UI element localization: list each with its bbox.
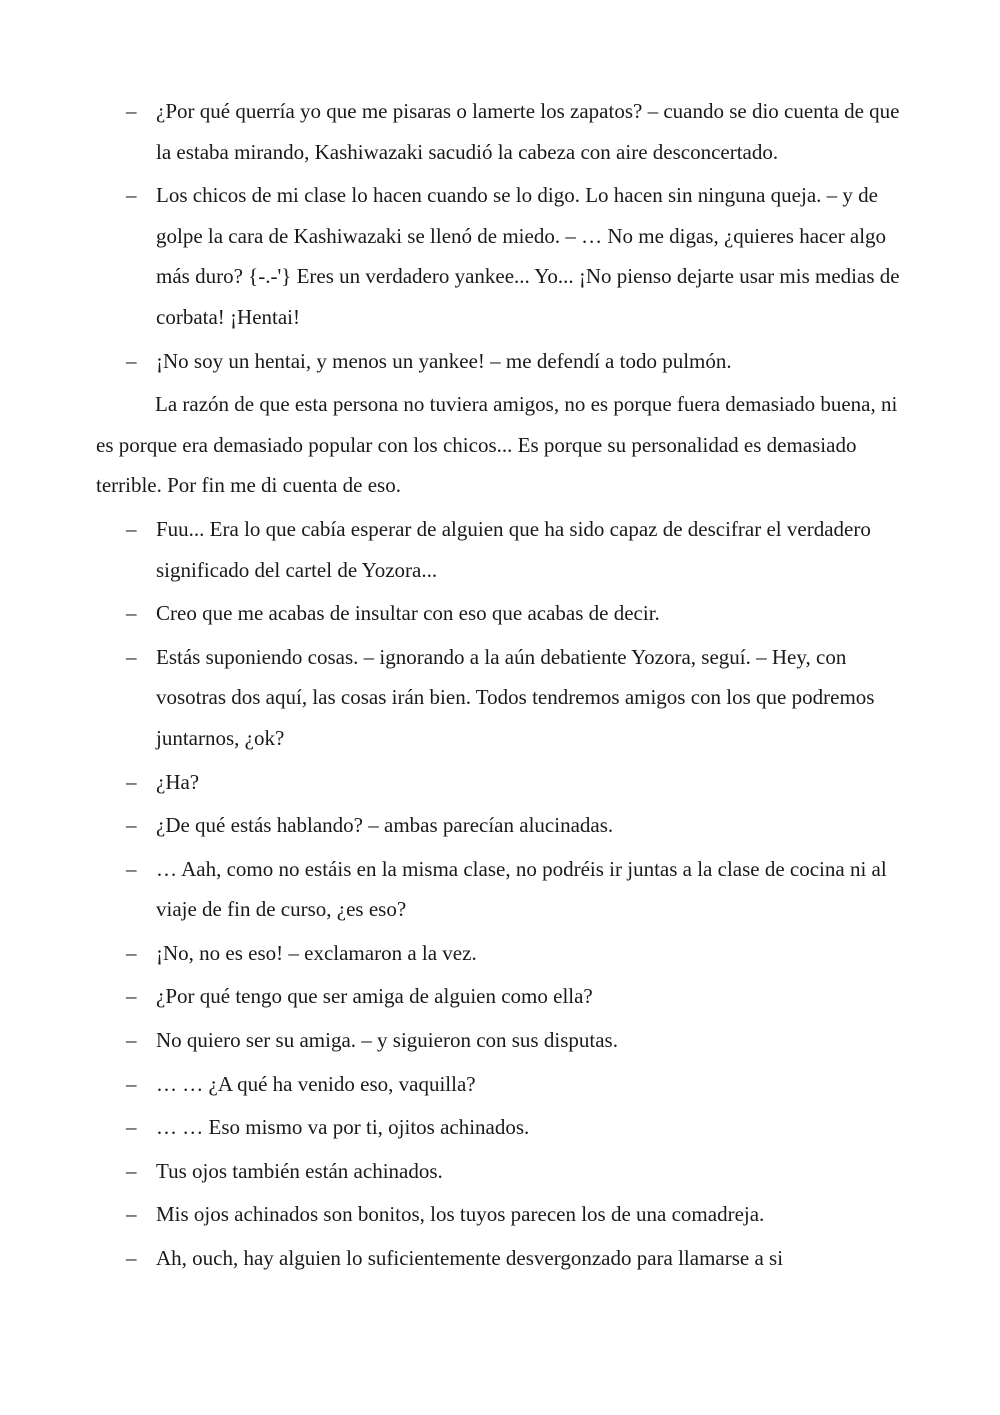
dialogue-line (96, 805, 904, 846)
dialogue-line (96, 593, 904, 634)
dialogue-text: ¿Por qué tengo que ser amiga de alguien como ella? (156, 984, 593, 1009)
dialogue-text: Ah, ouch, hay alguien lo suficientemente desvergonzado para llamarse a si (156, 1246, 784, 1271)
dialogue-text: ¿Por qué querría yo que me pisaras o lamerte los zapatos? – cuando se dio cuenta de que la estaba mirando, Kashiwazaki sacudió la cabeza con aire desconcertado. (156, 99, 900, 164)
dialogue-dash: – (126, 856, 137, 881)
dialogue-dash: – (126, 99, 137, 123)
dialogue-dash: – (126, 1028, 137, 1053)
dialogue-text: Los chicos de mi clase lo hacen cuando se lo digo. Lo hacen sin ninguna queja. – y de golpe la cara de Kashiwazaki se llenó de miedo. – … No me digas, ¿quieres hacer algo más duro? {-.-'} Eres un verdadero yankee... Yo... ¡No pienso dejarte usar mis medias de corbata! ¡Hentai! (156, 183, 900, 329)
dialogue-line (96, 1238, 904, 1279)
dialogue-dash: – (126, 1158, 137, 1183)
dialogue-dash: – (126, 348, 137, 373)
dialogue-text: … … ¿A qué ha venido eso, vaquilla? (156, 1071, 476, 1096)
dialogue-text: Tus ojos también están achinados. (156, 1158, 443, 1183)
dialogue-text: ¡No soy un hentai, y menos un yankee! – me defendí a todo pulmón. (156, 348, 732, 373)
dialogue-text: Estás suponiendo cosas. – ignorando a la aún debatiente Yozora, seguí. – Hey, con vosotras dos aquí, las cosas irán bien. Todos tendremos amigos con los que podremos juntarnos, ¿ok? (156, 644, 875, 750)
dialogue-text: Creo que me acabas de insultar con eso que acabas de decir. (156, 601, 660, 626)
dialogue-dash: – (126, 601, 137, 626)
dialogue-line (96, 91, 904, 172)
narration-paragraph: La razón de que esta persona no tuviera amigos, no es porque fuera demasiado buena, ni es porque era demasiado popular con los chicos... Es porque su personalidad es demasiado terrible. Por fin me di cuenta de eso. (96, 392, 898, 498)
dialogue-line (96, 341, 904, 382)
dialogue-text: ¿Ha? (156, 769, 200, 794)
dialogue-text: No quiero ser su amiga. – y siguieron con sus disputas. (156, 1028, 618, 1053)
dialogue-dash: – (126, 183, 137, 208)
dialogue-line (96, 1194, 904, 1235)
dialogue-dash: – (126, 1071, 137, 1096)
dialogue-dash: – (126, 769, 137, 794)
dialogue-text: Fuu... Era lo que cabía esperar de alguien que ha sido capaz de descifrar el verdadero significado del cartel de Yozora... (156, 516, 871, 582)
dialogue-line (96, 509, 904, 590)
dialogue-dash: – (126, 644, 137, 669)
dialogue-line (96, 976, 904, 1017)
dialogue-dash: – (126, 1246, 137, 1271)
dialogue-text: … Aah, como no estáis en la misma clase, no podréis ir juntas a la clase de cocina ni al viaje de fin de curso, ¿es eso? (156, 856, 887, 922)
dialogue-dash: – (126, 813, 137, 838)
dialogue-dash: – (126, 1115, 137, 1140)
dialogue-text: ¿De qué estás hablando? – ambas parecían alucinadas. (156, 813, 614, 838)
dialogue-dash: – (126, 940, 137, 965)
dialogue-line (96, 175, 904, 337)
dialogue-text: ¡No, no es eso! – exclamaron a la vez. (156, 940, 477, 965)
dialogue-line (96, 1064, 904, 1105)
dialogue-line (96, 1107, 904, 1148)
dialogue-line (96, 1151, 904, 1192)
dialogue-line (96, 637, 904, 759)
dialogue-text: Mis ojos achinados son bonitos, los tuyos parecen los de una comadreja. (156, 1202, 765, 1227)
dialogue-dash: – (126, 984, 137, 1009)
document-body (96, 91, 904, 1282)
dialogue-text: … … Eso mismo va por ti, ojitos achinados. (156, 1115, 530, 1140)
dialogue-dash: – (126, 516, 137, 541)
dialogue-line (96, 762, 904, 803)
dialogue-dash: – (126, 1202, 137, 1227)
dialogue-line (96, 933, 904, 974)
dialogue-line (96, 849, 904, 930)
dialogue-line (96, 1020, 904, 1061)
